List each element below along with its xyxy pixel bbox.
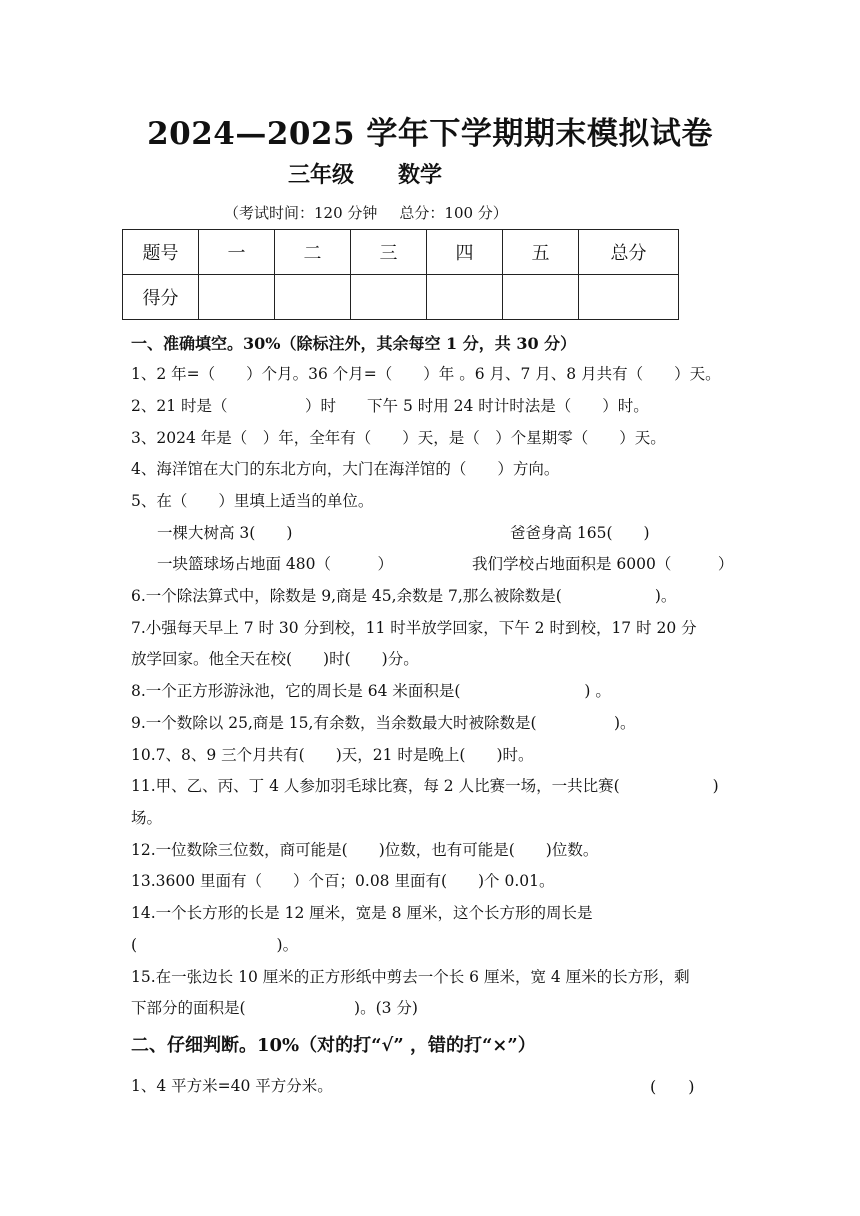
section2-title: 二、仔细判断。10%（对的打“√” ，错的打“×”）: [131, 1035, 536, 1056]
section1-title: 一、准确填空。30%（除标注外，其余每空 1 分，共 30 分）: [131, 334, 577, 353]
exam-subtitle: [288, 158, 442, 189]
score-cell[interactable]: [427, 275, 503, 320]
total-score: 总分：100 分）: [399, 204, 508, 222]
question-7-line-2: 放学回家。他全天在校( )时( )分。: [131, 650, 419, 668]
score-cell[interactable]: [199, 275, 275, 320]
score-cell[interactable]: [579, 275, 679, 320]
question-8: 8.一个正方形游泳池，它的周长是 64 米面积是( ) 。: [131, 682, 611, 700]
question-13: 13.3600 里面有（ ）个百；0.08 里面有( )个 0.01。: [131, 872, 555, 890]
score-cell[interactable]: [503, 275, 579, 320]
table-header-cell: 三: [351, 230, 427, 275]
table-header-cell: 总分: [579, 230, 679, 275]
judge-answer-blank[interactable]: ( ): [650, 1077, 695, 1096]
question-1: 1、2 年=（ ）个月。36 个月=（ ）年 。6 月、7 月、8 月共有（ ）天。: [131, 365, 721, 383]
table-header-cell: 二: [275, 230, 351, 275]
grade-label: 三年级: [288, 162, 355, 188]
score-table-header-row: [123, 230, 679, 275]
score-cell[interactable]: [351, 275, 427, 320]
question-4: 4、海洋馆在大门的东北方向，大门在海洋馆的（ ）方向。: [131, 460, 560, 478]
score-table-score-row: [123, 275, 679, 320]
judge-question-1: 1、4 平方米=40 平方分米。: [131, 1077, 333, 1095]
table-header-cell: 四: [427, 230, 503, 275]
table-header-cell: 一: [199, 230, 275, 275]
subject-label: 数学: [398, 162, 443, 188]
question-3: 3、2024 年是（ ）年，全年有（ ）天，是（ ）个星期零（ ）天。: [131, 429, 666, 447]
question-5-item-a: 一棵大树高 3( ): [157, 524, 293, 542]
question-11-line-2: 场。: [131, 809, 163, 827]
question-15-line-1: 15.在一张边长 10 厘米的正方形纸中剪去一个长 6 厘米，宽 4 厘米的长方形，剩: [131, 968, 690, 986]
exam-title: 2024—2025 学年下学期期末模拟试卷: [147, 116, 713, 152]
question-2: 2、21 时是（ ）时 下午 5 时用 24 时计时法是（ ）时。: [131, 397, 649, 415]
question-9: 9.一个数除以 25,商是 15,有余数，当余数最大时被除数是( )。: [131, 714, 636, 732]
question-10: 10.7、8、9 三个月共有( )天，21 时是晚上( )时。: [131, 746, 534, 764]
question-5-item-b: 爸爸身高 165( ): [510, 524, 650, 542]
question-5-item-d: 我们学校占地面积是 6000（ ）: [472, 555, 734, 573]
exam-info: [224, 202, 508, 223]
table-header-cell: 五: [503, 230, 579, 275]
question-11-line-1: 11.甲、乙、丙、丁 4 人参加羽毛球比赛，每 2 人比赛一场，一共比赛( ): [131, 777, 719, 795]
question-7-line-1: 7.小强每天早上 7 时 30 分到校，11 时半放学回家，下午 2 时到校，17 时 20 分: [131, 619, 697, 637]
question-12: 12.一位数除三位数，商可能是( )位数，也有可能是( )位数。: [131, 841, 599, 859]
question-14-line-1: 14.一个长方形的长是 12 厘米，宽是 8 厘米，这个长方形的周长是: [131, 904, 593, 922]
score-cell[interactable]: [275, 275, 351, 320]
question-6: 6.一个除法算式中，除数是 9,商是 45,余数是 7,那么被除数是( )。: [131, 587, 677, 605]
question-14-line-2: ( )。: [131, 936, 299, 954]
score-row-label: 得分: [123, 275, 199, 320]
question-15-line-2: 下部分的面积是( )。(3 分): [131, 999, 418, 1017]
table-header-cell: 题号: [123, 230, 199, 275]
question-5: 5、在（ ）里填上适当的单位。: [131, 492, 374, 510]
score-table: [122, 229, 679, 320]
exam-time: （考试时间：120 分钟: [224, 204, 378, 222]
question-5-item-c: 一块篮球场占地面 480（ ）: [157, 555, 394, 573]
